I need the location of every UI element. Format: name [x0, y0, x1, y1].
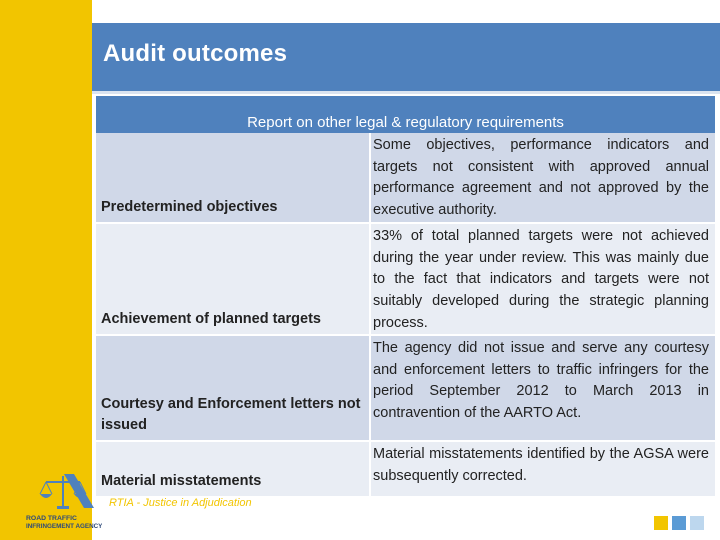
left-accent-bar	[0, 0, 92, 540]
row-text-cell	[371, 224, 715, 334]
row-label-cell	[96, 224, 369, 334]
row-text: Material misstatements identified by the AGSA were subsequently corrected.	[373, 446, 709, 484]
row-label-cell	[96, 133, 369, 222]
row-label: Achievement of planned targets	[101, 311, 321, 327]
table-row	[96, 224, 715, 334]
row-label: Material misstatements	[101, 473, 262, 489]
rtia-logo	[24, 470, 102, 532]
logo-line1: ROAD TRAFFIC	[26, 515, 77, 522]
row-text: The agency did not issue and serve any courtesy and enforcement letters to traffic infringers for the period September 2012 to March 2013 in contravention of the AARTO Act.	[373, 340, 709, 422]
decor-square-yellow	[654, 516, 668, 530]
row-label-cell	[96, 442, 369, 496]
scales-of-justice-icon	[24, 470, 102, 532]
row-label-cell	[96, 336, 369, 440]
table-row	[96, 442, 715, 496]
table-header	[96, 96, 715, 133]
decor-square-blue	[672, 516, 686, 530]
row-text-cell	[371, 133, 715, 222]
row-text: 33% of total planned targets were not achieved during the year under review. This was mainly due to the fact that indicators and targets were not suitably developed during the strategic planning process.	[373, 228, 709, 331]
table-row	[96, 133, 715, 222]
row-label: Courtesy and Enforcement letters not issued	[101, 396, 361, 433]
logo-line2: INFRINGEMENT AGENCY	[26, 523, 102, 530]
table-row	[96, 336, 715, 440]
row-text: Some objectives, performance indicators and targets not consistent with approved annual performance agreement and not approved by the executive authority.	[373, 137, 709, 219]
row-text-cell	[371, 336, 715, 440]
row-text-cell	[371, 442, 715, 496]
table-header-text: Report on other legal & regulatory requirements	[247, 114, 564, 131]
row-label: Predetermined objectives	[101, 199, 278, 215]
slide-title: Audit outcomes	[103, 40, 288, 67]
decor-square-light-blue	[690, 516, 704, 530]
tagline: RTIA - Justice in Adjudication	[109, 497, 252, 509]
audit-table	[96, 96, 715, 496]
title-underline	[92, 91, 720, 94]
